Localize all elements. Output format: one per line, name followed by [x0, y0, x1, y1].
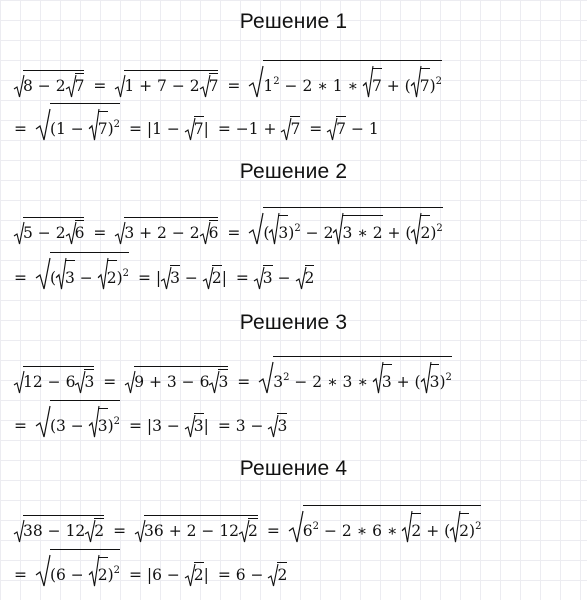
equals-sign: = — [227, 77, 241, 95]
radical-sign — [363, 66, 373, 97]
sqrt-inner — [239, 518, 258, 541]
equals-sign: = — [113, 522, 127, 540]
math-text: 6 — [209, 220, 219, 243]
math-text: 3 — [194, 413, 204, 436]
math-text: 36 + 2 − 12 — [144, 522, 240, 540]
sqrt-outer — [36, 103, 120, 139]
math-text: 2 — [459, 513, 469, 541]
sqrt-inner — [75, 369, 94, 392]
equals-sign: = — [266, 522, 280, 540]
radical-sign — [66, 222, 76, 244]
radical-sign — [203, 267, 213, 289]
equals-sign: = — [93, 224, 107, 242]
math-text: 2 — [107, 260, 117, 288]
sqrt-inner — [185, 562, 204, 585]
sqrt-inner — [89, 111, 108, 139]
radical-sign — [115, 222, 125, 244]
math-text: | — [203, 417, 209, 435]
equation-line — [14, 60, 442, 96]
sqrt-inner — [363, 68, 382, 96]
radical-sign — [450, 511, 460, 542]
exponent: 2 — [113, 565, 120, 576]
math-text: 3 — [170, 265, 180, 288]
equation-line — [14, 207, 443, 243]
radical-sign — [259, 362, 273, 393]
math-text: + ( — [382, 224, 412, 242]
math-text: ) — [288, 224, 295, 242]
equation-line — [14, 505, 481, 541]
solution-title: Решение 2 — [239, 160, 348, 183]
math-text: = — [235, 269, 254, 287]
math-text: − 2 ∗ 6 ∗ — [319, 522, 403, 540]
radical-sign — [254, 267, 264, 289]
math-text: ) — [107, 566, 114, 584]
equals-sign: = — [14, 566, 27, 584]
sqrt-inner — [203, 265, 222, 288]
radical-sign — [200, 222, 210, 244]
sqrt-inner — [200, 220, 219, 243]
radical-sign — [85, 520, 95, 542]
radical-sign — [185, 564, 195, 586]
radical-sign — [249, 66, 263, 97]
math-text: ) — [116, 269, 123, 287]
math-text: + ( — [421, 522, 451, 540]
math-text: 3 + 2 − 2 — [124, 224, 200, 242]
radical-sign — [89, 406, 99, 437]
radical-sign — [209, 371, 219, 393]
sqrt-outer — [115, 70, 218, 96]
radical-sign — [289, 511, 303, 542]
equation-line — [14, 103, 379, 139]
sqrt-outer — [36, 252, 129, 288]
solution-title: Решение 1 — [239, 10, 348, 33]
math-text: 7 — [372, 68, 382, 96]
sqrt-inner — [411, 68, 430, 96]
math-text: = −1 + — [217, 120, 282, 138]
math-text: ) — [469, 522, 476, 540]
sqrt-outer — [14, 515, 104, 541]
equals-sign: = — [14, 120, 27, 138]
sqrt-inner — [269, 215, 288, 243]
sqrt-inner — [268, 413, 287, 436]
radical-sign — [402, 511, 412, 542]
equation-line — [14, 356, 452, 392]
math-text: 2 — [194, 562, 204, 585]
math-text: − — [74, 269, 98, 287]
math-text: | — [203, 120, 209, 138]
math-text: 3 — [84, 369, 94, 392]
sqrt-inner — [161, 265, 180, 288]
math-text: (1 − — [49, 120, 89, 138]
math-text: ( — [263, 224, 270, 242]
radical-sign — [268, 415, 278, 437]
sqrt-inner — [281, 116, 300, 139]
math-text: 5 − 2 — [23, 224, 66, 242]
sqrt-inner — [421, 364, 440, 392]
sqrt-outer — [36, 549, 120, 585]
math-text: 9 + 3 − 6 — [134, 373, 210, 391]
math-text: 12 − 6 — [23, 373, 76, 391]
math-text: 7 — [336, 116, 346, 139]
sqrt-outer — [289, 505, 482, 541]
radical-sign — [115, 75, 125, 97]
math-text: 3 — [277, 413, 287, 436]
math-text: 2 — [94, 518, 104, 541]
sqrt-inner — [66, 73, 85, 96]
sqrt-inner — [89, 557, 108, 585]
sqrt-outer — [135, 515, 258, 541]
sqrt-inner — [268, 562, 287, 585]
sqrt-inner — [209, 369, 228, 392]
math-text: 3 — [382, 364, 392, 392]
math-text: 2 — [277, 562, 287, 585]
math-text: 3 — [430, 364, 440, 392]
sqrt-outer — [14, 70, 84, 96]
radical-sign — [125, 371, 135, 393]
sqrt-outer — [259, 356, 452, 392]
math-text: 8 − 2 — [23, 77, 66, 95]
radical-sign — [411, 213, 421, 244]
math-text: | — [221, 269, 227, 287]
sqrt-inner — [254, 265, 273, 288]
math-text: = |1 − — [128, 120, 185, 138]
exponent: 2 — [294, 223, 301, 234]
math-text: 2 — [212, 265, 222, 288]
radical-sign — [135, 520, 145, 542]
exponent: 2 — [122, 268, 130, 279]
sqrt-inner — [185, 116, 204, 139]
math-text: − 2 ∗ 1 ∗ — [279, 77, 363, 95]
math-text: = | — [137, 269, 162, 287]
math-text: − 1 — [346, 120, 379, 138]
sqrt-inner — [98, 260, 117, 288]
radical-sign — [36, 555, 50, 586]
sqrt-inner — [89, 408, 108, 436]
math-text: 7 — [194, 116, 204, 139]
equals-sign: = — [14, 269, 27, 287]
radical-sign — [66, 75, 76, 97]
equals-sign: = — [103, 373, 117, 391]
radical-sign — [333, 213, 343, 244]
exponent: 2 — [435, 76, 443, 87]
math-text: 2 — [305, 265, 315, 288]
math-text: 7 — [75, 73, 85, 96]
radical-sign — [421, 362, 431, 393]
math-text: (3 − — [49, 417, 89, 435]
math-text: ) — [429, 77, 436, 95]
math-text: 2 — [411, 513, 421, 541]
radical-sign — [98, 258, 108, 289]
solution-title: Решение 3 — [239, 311, 348, 334]
exponent: 2 — [113, 416, 120, 427]
sqrt-inner — [333, 215, 382, 243]
radical-sign — [161, 267, 171, 289]
math-text: 2 — [248, 518, 258, 541]
sqrt-inner — [66, 220, 85, 243]
math-text: (6 − — [49, 566, 89, 584]
radical-sign — [14, 222, 24, 244]
exponent: 2 — [273, 76, 280, 87]
math-text: 3 — [98, 408, 108, 436]
math-text: 1 + 7 − 2 — [124, 77, 200, 95]
math-text: 7 — [98, 111, 108, 139]
math-text: 7 — [209, 73, 219, 96]
math-text: + ( — [391, 373, 421, 391]
radical-sign — [239, 520, 249, 542]
sqrt-outer — [249, 207, 442, 243]
exponent: 2 — [445, 372, 452, 383]
radical-sign — [14, 75, 24, 97]
radical-sign — [36, 406, 50, 437]
sqrt-inner — [411, 215, 430, 243]
sqrt-outer — [125, 366, 228, 392]
sqrt-outer — [14, 217, 84, 243]
equals-sign: = — [227, 224, 241, 242]
equals-sign: = — [237, 373, 251, 391]
radical-sign — [249, 213, 263, 244]
math-text: − 2 ∗ 3 ∗ — [289, 373, 373, 391]
sqrt-outer — [14, 366, 94, 392]
sqrt-inner — [296, 265, 315, 288]
math-text: + ( — [381, 77, 411, 95]
equation-line — [14, 549, 287, 585]
math-text: ) — [439, 373, 446, 391]
radical-sign — [14, 520, 24, 542]
math-text: ( — [49, 269, 56, 287]
sqrt-outer — [115, 217, 218, 243]
math-text: 3 ∗ 2 — [342, 215, 382, 243]
math-text: 38 − 12 — [23, 522, 86, 540]
sqrt-outer — [36, 400, 120, 436]
math-text: = |6 − — [128, 566, 185, 584]
math-text: 3 — [218, 369, 228, 392]
sqrt-inner — [327, 116, 346, 139]
sqrt-outer — [249, 60, 442, 96]
sqrt-inner — [402, 513, 421, 541]
equals-sign: = — [93, 77, 107, 95]
radical-sign — [36, 109, 50, 140]
radical-sign — [185, 118, 195, 140]
radical-sign — [185, 415, 195, 437]
radical-sign — [269, 213, 279, 244]
math-text: − 2 — [300, 224, 334, 242]
math-text: = |3 − — [128, 417, 185, 435]
radical-sign — [268, 564, 278, 586]
radical-sign — [411, 66, 421, 97]
math-text: 3 — [273, 373, 284, 391]
sqrt-inner — [450, 513, 469, 541]
math-text: 2 — [98, 557, 108, 585]
radical-sign — [327, 118, 337, 140]
sqrt-inner — [185, 413, 204, 436]
radical-sign — [200, 75, 210, 97]
radical-sign — [89, 109, 99, 140]
math-text: − — [272, 269, 296, 287]
radical-sign — [281, 118, 291, 140]
math-text: = 6 − — [217, 566, 269, 584]
math-text: ) — [107, 417, 114, 435]
math-text: − — [179, 269, 203, 287]
exponent: 2 — [475, 521, 482, 532]
sqrt-inner — [373, 364, 392, 392]
exponent: 2 — [283, 372, 290, 383]
solution-title: Решение 4 — [239, 457, 348, 480]
math-text: 1 — [263, 77, 274, 95]
sqrt-inner — [56, 260, 75, 288]
math-text: 6 — [302, 522, 313, 540]
radical-sign — [373, 362, 383, 393]
radical-sign — [89, 555, 99, 586]
math-text: 3 — [65, 260, 75, 288]
radical-sign — [296, 267, 306, 289]
math-text: ) — [107, 120, 114, 138]
math-text: 3 — [263, 265, 273, 288]
radical-sign — [75, 371, 85, 393]
math-text: ) — [430, 224, 437, 242]
exponent: 2 — [436, 223, 443, 234]
math-text: = 3 − — [217, 417, 269, 435]
equation-line — [14, 400, 287, 436]
math-text: 7 — [420, 68, 430, 96]
math-text: 6 — [75, 220, 85, 243]
radical-sign — [14, 371, 24, 393]
exponent: 2 — [113, 119, 120, 130]
radical-sign — [36, 258, 50, 289]
sqrt-inner — [85, 518, 104, 541]
math-text: | — [203, 566, 209, 584]
math-text: = — [309, 120, 328, 138]
math-text: 7 — [290, 116, 300, 139]
math-text: 3 — [278, 215, 288, 243]
math-text: 2 — [420, 215, 430, 243]
exponent: 2 — [312, 521, 320, 532]
equation-line — [14, 252, 314, 288]
sqrt-inner — [200, 73, 219, 96]
equals-sign: = — [14, 417, 27, 435]
radical-sign — [56, 258, 66, 289]
